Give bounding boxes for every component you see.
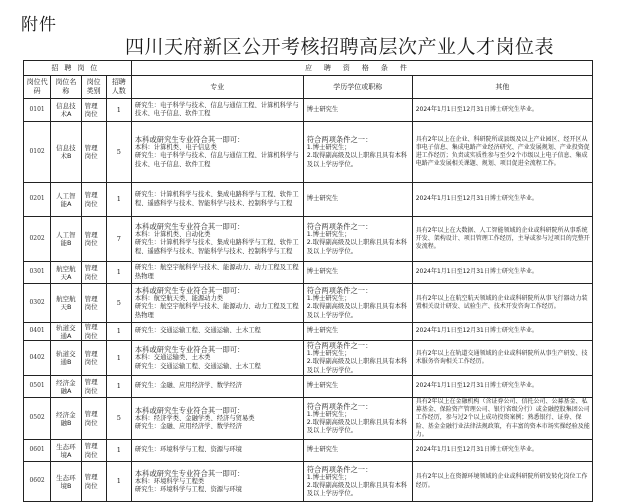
text-line: 研究生：金融、应用经济学、数学经济 xyxy=(134,382,242,390)
text-line: 研究生：交通运输工程、交通运输、土木工程 xyxy=(134,327,261,335)
education-requirement xyxy=(303,462,412,502)
hire-count: 1 xyxy=(106,262,131,284)
table-row xyxy=(24,440,593,462)
major-lead: 本科或研究生专业符合其一即可： xyxy=(134,286,245,296)
education-lines xyxy=(307,106,410,114)
col-header-education: 学历学位或职称 xyxy=(303,76,412,99)
hire-count: 1 xyxy=(106,323,131,341)
post-type: 管理岗位 xyxy=(81,398,106,440)
education-lead: 符合两项条件之一： xyxy=(306,401,373,411)
text-line: 2.取得副高级及以上职称且具有本科及以上学历学位。 xyxy=(306,303,408,319)
col-header-major: 专业 xyxy=(131,76,303,99)
post-type: 管理岗位 xyxy=(81,122,106,183)
text-line: 博士研究生 xyxy=(306,382,339,390)
hire-count: 5 xyxy=(106,284,131,323)
hire-count: 5 xyxy=(106,122,131,183)
major-lines xyxy=(135,478,301,495)
education-requirement xyxy=(303,284,412,323)
major-requirement xyxy=(131,323,303,341)
education-lines xyxy=(307,327,410,335)
text-line: 博士研究生 xyxy=(306,446,339,454)
education-lead: 符合两项条件之一： xyxy=(306,341,373,351)
other-requirement: 2024年1月1日至12月31日博士研究生毕业。 xyxy=(412,99,592,122)
other-requirement: 2024年1月1日至12月31日博士研究生毕业。 xyxy=(412,262,592,284)
post-name: 航空航天A xyxy=(51,262,81,284)
other-requirement: 具有2年以上在航空航天领域的企业或科研院所从事飞行器动力装置相关设计研发、试验生产、技术开发咨询工作经历。 xyxy=(412,284,592,323)
other-requirement: 具有2年以上在资源环境领域的企业或科研院所研发转化岗位工作经历。 xyxy=(412,462,592,502)
education-lead: 符合两项条件之一： xyxy=(306,222,373,232)
post-code: 0602 xyxy=(24,462,51,502)
table-row xyxy=(24,284,593,323)
col-header-type: 岗位类别 xyxy=(81,76,106,99)
hire-count: 1 xyxy=(106,183,131,217)
post-code: 0301 xyxy=(24,262,51,284)
post-code: 0102 xyxy=(24,122,51,183)
post-code: 0402 xyxy=(24,341,51,376)
major-lines xyxy=(135,295,301,320)
post-code: 0201 xyxy=(24,183,51,217)
education-lines xyxy=(307,195,410,203)
text-line: 本科：环境科学与工程类 xyxy=(134,477,205,485)
major-lines xyxy=(135,354,301,371)
education-requirement xyxy=(303,398,412,440)
major-requirement xyxy=(131,440,303,462)
text-line: 1.博士研究生； xyxy=(306,410,351,418)
education-lines xyxy=(307,474,410,499)
post-type: 管理岗位 xyxy=(81,262,106,284)
education-lines xyxy=(307,446,410,454)
education-requirement xyxy=(303,440,412,462)
text-line: 1.博士研究生； xyxy=(306,473,351,481)
text-line: 本科：计算机类、电子信息类 xyxy=(134,144,217,152)
table-row xyxy=(24,462,593,502)
text-line: 研究生：航空宇航科学与技术、能源动力、动力工程及工程热物理 xyxy=(134,264,299,280)
post-code: 0101 xyxy=(24,99,51,122)
major-lead: 本科或研究生专业符合其一即可： xyxy=(134,405,245,415)
other-requirement: 2024年1月1日至12月31日博士研究生毕业。 xyxy=(412,183,592,217)
education-lines xyxy=(307,382,410,390)
post-type: 管理岗位 xyxy=(81,440,106,462)
education-lines xyxy=(307,231,410,256)
text-line: 2.取得副高级及以上职称且具有本科及以上学历学位。 xyxy=(306,358,408,374)
post-name: 信息技术B xyxy=(51,122,81,183)
post-code: 0502 xyxy=(24,398,51,440)
post-code: 0202 xyxy=(24,217,51,262)
text-line: 1.博士研究生； xyxy=(306,295,351,303)
major-requirement xyxy=(131,122,303,183)
text-line: 2.取得副高级及以上职称且具有本科及以上学历学位。 xyxy=(306,239,408,255)
education-requirement xyxy=(303,122,412,183)
text-line: 2.取得副高级及以上职称且具有本科及以上学历学位。 xyxy=(306,152,408,168)
major-lines xyxy=(135,102,301,119)
hire-count: 1 xyxy=(106,462,131,502)
post-type: 管理岗位 xyxy=(81,183,106,217)
education-lines xyxy=(307,144,410,169)
education-lines xyxy=(307,350,410,375)
col-header-other: 其他 xyxy=(412,76,592,99)
major-requirement xyxy=(131,462,303,502)
post-name: 轨道交通B xyxy=(51,341,81,376)
post-type: 管理岗位 xyxy=(81,462,106,502)
hire-count: 1 xyxy=(106,376,131,398)
table-row xyxy=(24,262,593,284)
major-lines xyxy=(135,327,301,335)
table-row xyxy=(24,99,593,122)
text-line: 研究生：航空宇航科学与技术、能源动力、动力工程及工程热物理 xyxy=(134,303,299,319)
text-line: 1.博士研究生； xyxy=(306,231,351,239)
hire-count: 1 xyxy=(106,341,131,376)
group-header-conditions: 应聘资格条件 xyxy=(131,61,592,76)
major-requirement xyxy=(131,398,303,440)
page-title: 四川天府新区公开考核招聘高层次产业人才岗位表 xyxy=(124,36,554,58)
post-type: 管理岗位 xyxy=(81,341,106,376)
education-lines xyxy=(307,268,410,276)
post-name: 轨道交通A xyxy=(51,323,81,341)
col-header-name: 岗位名称 xyxy=(51,76,81,99)
other-requirement: 具有2年以上在大数据、人工智能领域的企业或科研院所从事系统开发、架构设计、项目管理工作经历，主导或参与过项目的完整开发流程。 xyxy=(412,217,592,262)
education-lines xyxy=(307,411,410,436)
major-requirement xyxy=(131,262,303,284)
attachment-label: 附件 xyxy=(21,15,57,35)
major-lead: 本科或研究生专业符合其一即可： xyxy=(134,345,245,355)
hire-count: 1 xyxy=(106,440,131,462)
other-requirement: 2024年1月1日至12月31日博士研究生毕业。 xyxy=(412,323,592,341)
education-requirement xyxy=(303,183,412,217)
text-line: 2.取得副高级及以上职称且具有本科及以上学历学位。 xyxy=(306,418,408,435)
post-name: 生态环境A xyxy=(51,440,81,462)
text-line: 研究生：电子科学与技术、信息与通信工程、计算机科学与技术、电子信息、软件工程 xyxy=(134,101,299,117)
post-type: 管理岗位 xyxy=(81,217,106,262)
major-lead: 本科或研究生专业符合其一即可： xyxy=(134,468,245,478)
major-lead: 本科或研究生专业符合其一即可： xyxy=(134,222,245,232)
education-lines xyxy=(307,295,410,320)
education-lead: 符合两项条件之一： xyxy=(306,464,373,474)
table-row xyxy=(24,341,593,376)
text-line: 研究生：计算机科学与技术、集成电路科学与工程、软件工程、遥感科学与技术、智能科学与技术、控制科学与工程 xyxy=(134,239,299,255)
col-header-count: 招聘人数 xyxy=(106,76,131,99)
major-lines xyxy=(135,382,301,390)
post-name: 人工智能B xyxy=(51,217,81,262)
text-line: 博士研究生 xyxy=(306,105,339,113)
education-requirement xyxy=(303,262,412,284)
major-lead: 本科或研究生专业符合其一即可： xyxy=(134,135,245,145)
post-name: 航空航天B xyxy=(51,284,81,323)
education-requirement xyxy=(303,341,412,376)
post-name: 人工智能A xyxy=(51,183,81,217)
text-line: 本科：经济学类、金融学类、经济与贸易类 xyxy=(134,414,255,422)
major-lines xyxy=(135,446,301,454)
table-row xyxy=(24,183,593,217)
post-type: 管理岗位 xyxy=(81,284,106,323)
post-code: 0302 xyxy=(24,284,51,323)
other-requirement: 具有2年以上在金融机构（含证券公司、信托公司、公募基金、私募基金、保险资产管理公司、银行省级分行）或金融控股集团公司工作经历，参与过2个以上成功投资案例；熟悉银行、证券、保险、基金金融行业法律法规政策，有丰富的资本市场实操经验及能力。 xyxy=(412,398,592,440)
education-requirement xyxy=(303,99,412,122)
text-line: 研究生：环境科学与工程、资源与环境 xyxy=(134,446,242,454)
group-header-post: 招聘岗位 xyxy=(24,61,132,76)
post-name: 经济金融A xyxy=(51,376,81,398)
major-requirement xyxy=(131,376,303,398)
text-line: 1.博士研究生； xyxy=(306,350,351,358)
major-lines xyxy=(135,264,301,281)
post-code: 0601 xyxy=(24,440,51,462)
post-name: 生态环境B xyxy=(51,462,81,502)
major-requirement xyxy=(131,183,303,217)
table-row xyxy=(24,323,593,341)
text-line: 博士研究生 xyxy=(306,195,339,203)
post-code: 0401 xyxy=(24,323,51,341)
education-lead: 符合两项条件之一： xyxy=(306,286,373,296)
other-requirement: 2024年1月1日至12月31日博士研究生毕业。 xyxy=(412,376,592,398)
other-requirement: 具有2年以上在企业、科研院所或县级及以上产业园区、经开区从事电子信息、集成电路产业经济研究、产业发展规划、产业投资促进工作经历；负责或实质性参与至少2个市级以上电子信息、集成电路产业发展相关课题、规划、项目促进全流程工作。 xyxy=(412,122,592,183)
post-name: 信息技术A xyxy=(51,99,81,122)
major-lines xyxy=(135,144,301,169)
text-line: 研究生：交通运输工程、交通运输、土木工程 xyxy=(134,362,261,370)
table-row xyxy=(24,398,593,440)
table-row xyxy=(24,122,593,183)
post-type: 管理岗位 xyxy=(81,376,106,398)
post-type: 管理岗位 xyxy=(81,323,106,341)
text-line: 研究生：金融、应用经济学、数学经济 xyxy=(134,423,242,430)
education-requirement xyxy=(303,217,412,262)
major-lines xyxy=(135,415,301,432)
major-lines xyxy=(135,191,301,208)
table-row xyxy=(24,376,593,398)
text-line: 1.博士研究生； xyxy=(306,144,351,152)
education-requirement xyxy=(303,376,412,398)
major-lines xyxy=(135,231,301,256)
text-line: 研究生：计算机科学与技术、集成电路科学与工程、软件工程、遥感科学与技术、智能科学与技术、控制科学与工程 xyxy=(134,191,299,207)
education-requirement xyxy=(303,323,412,341)
hire-count: 5 xyxy=(106,398,131,440)
education-lead: 符合两项条件之一： xyxy=(306,135,373,145)
table-row xyxy=(24,217,593,262)
major-requirement xyxy=(131,217,303,262)
hire-count: 7 xyxy=(106,217,131,262)
post-code: 0501 xyxy=(24,376,51,398)
text-line: 研究生：电子科学与技术、信息与通信工程、计算机科学与技术、电子信息、软件工程 xyxy=(134,152,299,168)
text-line: 2.取得副高级及以上职称且具有本科及以上学历学位。 xyxy=(306,481,408,498)
positions-table xyxy=(23,60,593,502)
other-requirement: 具有2年以上在轨道交通领域的企业或科研院所从事生产研发、技术服务咨询相关工作经历。 xyxy=(412,341,592,376)
major-requirement xyxy=(131,99,303,122)
other-requirement: 2024年1月1日至12月31日博士研究生毕业。 xyxy=(412,440,592,462)
text-line: 本科：计算机类、自动化类 xyxy=(134,231,211,239)
major-requirement xyxy=(131,341,303,376)
text-line: 博士研究生 xyxy=(306,327,339,335)
major-requirement xyxy=(131,284,303,323)
col-header-code: 岗位代码 xyxy=(24,76,51,99)
hire-count: 1 xyxy=(106,99,131,122)
text-line: 本科：交通运输类、土木类 xyxy=(134,354,211,362)
text-line: 博士研究生 xyxy=(306,268,339,276)
text-line: 本科：航空航天类、能源动力类 xyxy=(134,295,224,303)
text-line: 研究生：环境科学与工程、资源与环境 xyxy=(134,486,242,494)
post-type: 管理岗位 xyxy=(81,99,106,122)
post-name: 经济金融B xyxy=(51,398,81,440)
